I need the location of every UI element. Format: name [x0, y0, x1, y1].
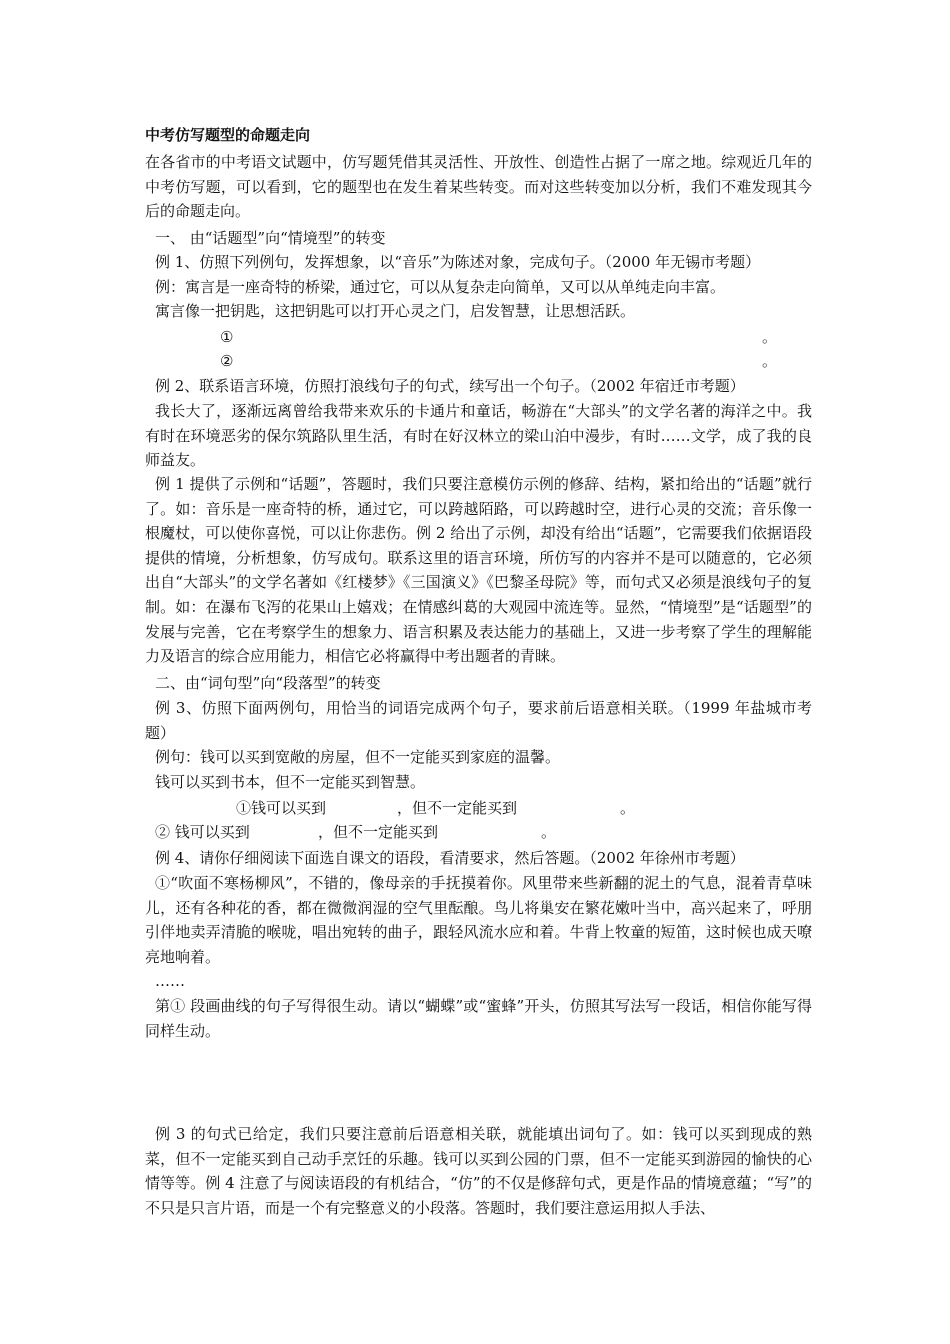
- example1-prompt: 例 1、仿照下列例句，发挥想象，以“音乐”为陈述对象，完成句子。（2000 年无锡市考题）: [155, 253, 761, 271]
- example1-sample: 例：寓言是一座奇特的桥梁，通过它，可以从复杂走向简单，又可以从单纯走向丰富。: [155, 278, 726, 296]
- fill1-period: 。: [620, 799, 636, 817]
- blank-marker-1: ①: [220, 328, 234, 346]
- document-title: 中考仿写题型的命题走向: [145, 126, 311, 144]
- example4-text: ①“吹面不寒杨柳风”，不错的，像母亲的手抚摸着你。风里带来些新翻的泥土的气息，混着青草味儿，还有各种花的香，都在微微润湿的空气里酝酿。鸟儿将巢安在繁花嫩叶当中，高兴起来了，呼朋引伴地卖弄清脆的喉咙，唱出宛转的曲子，跟轻风流水应和着。牛背上牧童的短笛，这时候也成天嘹亮地响着。: [145, 874, 812, 966]
- fill2-period: 。: [541, 823, 557, 841]
- blank-marker-2: ②: [220, 352, 234, 370]
- blank-period-2: 。: [762, 352, 778, 370]
- example3-sample2: 钱可以买到书本，但不一定能买到智慧。: [155, 773, 426, 791]
- example4-prompt: 例 4、请你仔细阅读下面选自课文的语段，看清要求，然后答题。（2002 年徐州市考题）: [155, 849, 745, 867]
- intro-paragraph: 在各省市的中考语文试题中，仿写题凭借其灵活性、开放性、创造性占据了一席之地。综观近几年的中考仿写题，可以看到，它的题型也在发生着某些转变。而对这些转变加以分析，我们不难发现其今后的命题走向。: [145, 153, 812, 221]
- section1-analysis: 例 1 提供了示例和“话题”，答题时，我们只要注意模仿示例的修辞、结构，紧扣给出的“话题”就行了。如：音乐是一座奇特的桥，通过它，可以跨越陌路，可以跨越时空，进行心灵的交流；音乐像一根魔杖，可以使你喜悦，可以让你悲伤。例 2 给出了示例，却没有给出“话题”，它需要我们依据语段提供的情境，分析想象，仿写成句。联系这里的语言环境，所仿写的内容并不是可以随意的，它必须出自“大部头”的文学名著如《红楼梦》《三国演义》《巴黎圣母院》等，而句式又必须是浪线句子的复制。如：在瀑布飞泻的花果山上嬉戏；在情感纠葛的大观园中流连等。显然，“情境型”是“话题型”的发展与完善，它在考察学生的想象力、语言积累及表达能力的基础上，又进一步考察了学生的理解能力及语言的综合应用能力，相信它必将赢得中考出题者的青睐。: [145, 475, 812, 666]
- example3-sample: 例句：钱可以买到宽敞的房屋，但不一定能买到家庭的温馨。: [155, 748, 561, 766]
- section1-heading: 一、 由“话题型”向“情境型”的转变: [155, 229, 386, 247]
- example2-text: 我长大了，逐渐远离曾给我带来欢乐的卡通片和童话，畅游在“大部头”的文学名著的海洋之中。我有时在环境恶劣的保尔筑路队里生活，有时在好汉林立的梁山泊中漫步，有时……文学，成了我的良师益友。: [145, 402, 812, 470]
- example3-prompt: 例 3、仿照下面两例句，用恰当的词语完成两个句子，要求前后语意相关联。（1999 年盐城市考题）: [145, 699, 812, 742]
- ellipsis: ……: [155, 972, 185, 990]
- fill1-part-b: ，但不一定能买到: [397, 799, 518, 817]
- example4-question: 第① 段画曲线的句子写得很生动。请以“蝴蝶”或“蜜蜂”开头，仿照其写法写一段话，相信你能写得同样生动。: [145, 997, 812, 1040]
- blank-period-1: 。: [762, 328, 778, 346]
- fill1-part-a: ①钱可以买到: [236, 799, 327, 817]
- fill2-part-a: ② 钱可以买到: [155, 823, 250, 841]
- fill2-part-b: ，但不一定能买到: [318, 823, 439, 841]
- example1-sample2: 寓言像一把钥匙，这把钥匙可以打开心灵之门，启发智慧，让思想活跃。: [155, 302, 636, 320]
- section2-heading: 二、由“词句型”向“段落型”的转变: [155, 674, 381, 692]
- example2-prompt: 例 2、联系语言环境，仿照打浪线句子的句式，续写出一个句子。（2002 年宿迁市考题）: [155, 377, 745, 395]
- section2-analysis: 例 3 的句式已给定，我们只要注意前后语意相关联，就能填出词句了。如：钱可以买到现成的熟菜，但不一定能买到自己动手烹饪的乐趣。钱可以买到公园的门票，但不一定能买到游园的愉快的心情等等。例 4 注意了与阅读语段的有机结合，“仿”的不仅是修辞句式，更是作品的情境意蕴；“写”的不只是只言片语，而是一个有完整意义的小段落。答题时，我们要注意运用拟人手法、: [145, 1125, 812, 1217]
